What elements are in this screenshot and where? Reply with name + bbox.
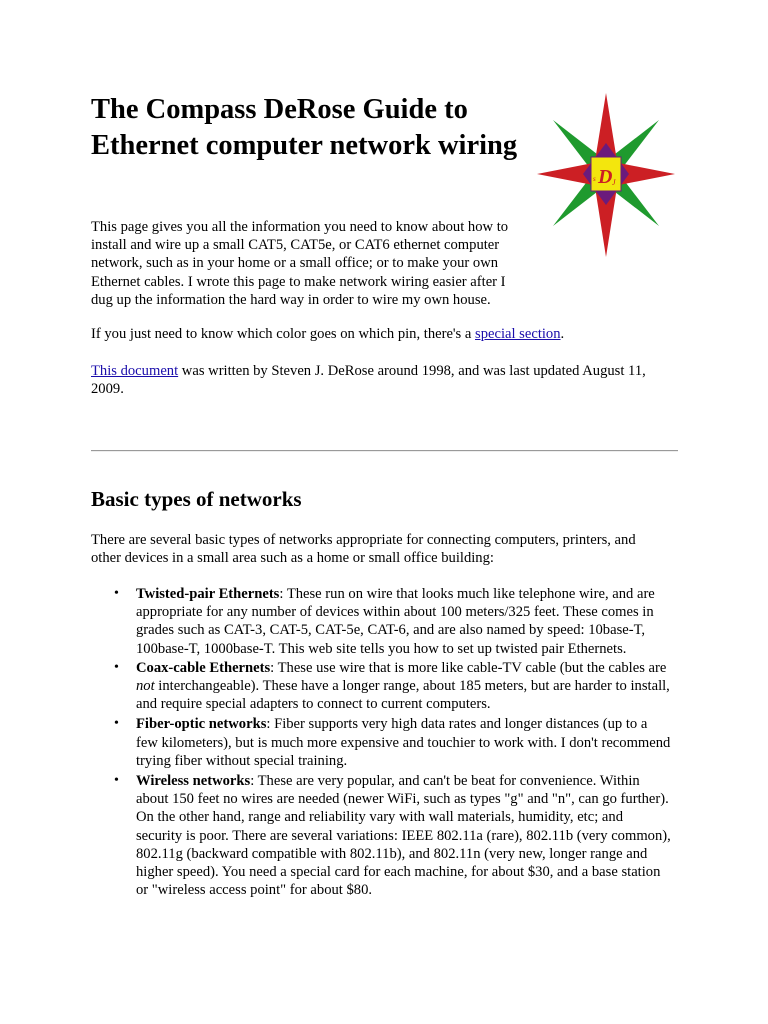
list-item — [136, 585, 671, 658]
list-item-emphasis: not — [136, 678, 155, 695]
document-info-paragraph — [91, 362, 681, 398]
list-item-term: Fiber-optic networks — [136, 716, 267, 733]
list-item — [136, 715, 671, 770]
list-item-text: : Fiber supports very high data rates and longer distances (up to a few kilometers), but is much more expensive and touchier to work with. I don't recommend trying fiber without special training. — [136, 716, 671, 769]
section-intro-paragraph: There are several basic types of networks appropriate for connecting computers, printers, and other devices in a small area such as a home or small office building: — [91, 532, 636, 567]
special-text: If you just need to know which color goes on which pin, there's a — [91, 326, 476, 342]
special-section-paragraph — [91, 325, 691, 343]
list-item-term: Wireless networks — [136, 773, 251, 790]
list-item — [136, 659, 671, 714]
special-period: . — [560, 326, 565, 342]
section-heading: Basic types of networks — [91, 487, 302, 511]
intro-paragraph: This page gives you all the information you need to know about how to install and wire up a small CAT5, CAT5e, or CAT6 ethernet computer network, such as in your home or a small office; or to make your own Ethernet cables. I wrote this page to make network wiring easier after I dug up the information the hard way in order to wire my own house. — [91, 219, 509, 308]
network-types-list — [136, 585, 671, 899]
list-item-text: : These use wire that is more like cable-TV cable (but the cables are — [270, 659, 667, 676]
svg-text:D: D — [598, 166, 613, 188]
special-section-link[interactable]: special section — [475, 326, 561, 342]
list-item-term: Coax-cable Ethernets — [136, 659, 271, 676]
list-item-text: : These run on wire that looks much like telephone wire, and are appropriate for any number of devices within about 100 meters/325 feet. These comes in grades such as CAT-3, CAT-5, CAT-5e, CAT-6, and are also named by speed: 10base-T, 100base-T, 1000base-T. This web site tells you how to set up twisted pair Ethernets. — [136, 586, 655, 657]
list-item-text: interchangeable). These have a longer range, about 185 meters, but are harder to install, and require special adapters to connect to current computers. — [136, 678, 670, 713]
page-title: The Compass DeRose Guide to Ethernet computer network wiring — [91, 94, 518, 161]
horizontal-divider — [91, 450, 678, 452]
list-item-text: : These are very popular, and can't be beat for convenience. Within about 150 feet no wires are needed (newer WiFi, such as types "g" and "n", can go further). On the other hand, range and reliability vary with wall materials, humidity, etc; and security is poor. There are several variations: IEEE 802.11a (rare), 802.11b (very common), 802.11g (backward compatible with 802.11b), and 802.11n (very new, longer range and higher speed). You need a special card for each machine, for about $30, and a base station or "wireless access point" for about $80. — [136, 773, 671, 899]
document-info-text: was written by Steven J. DeRose around 1998, and was last updated August 11, 2009. — [91, 363, 646, 398]
list-item — [136, 772, 671, 899]
list-item-term: Twisted-pair Ethernets — [136, 586, 280, 602]
svg-text:J: J — [612, 178, 616, 187]
compass-star-logo-icon — [533, 91, 679, 259]
svg-text:s: s — [593, 175, 596, 183]
this-document-link[interactable]: This document — [91, 363, 179, 379]
